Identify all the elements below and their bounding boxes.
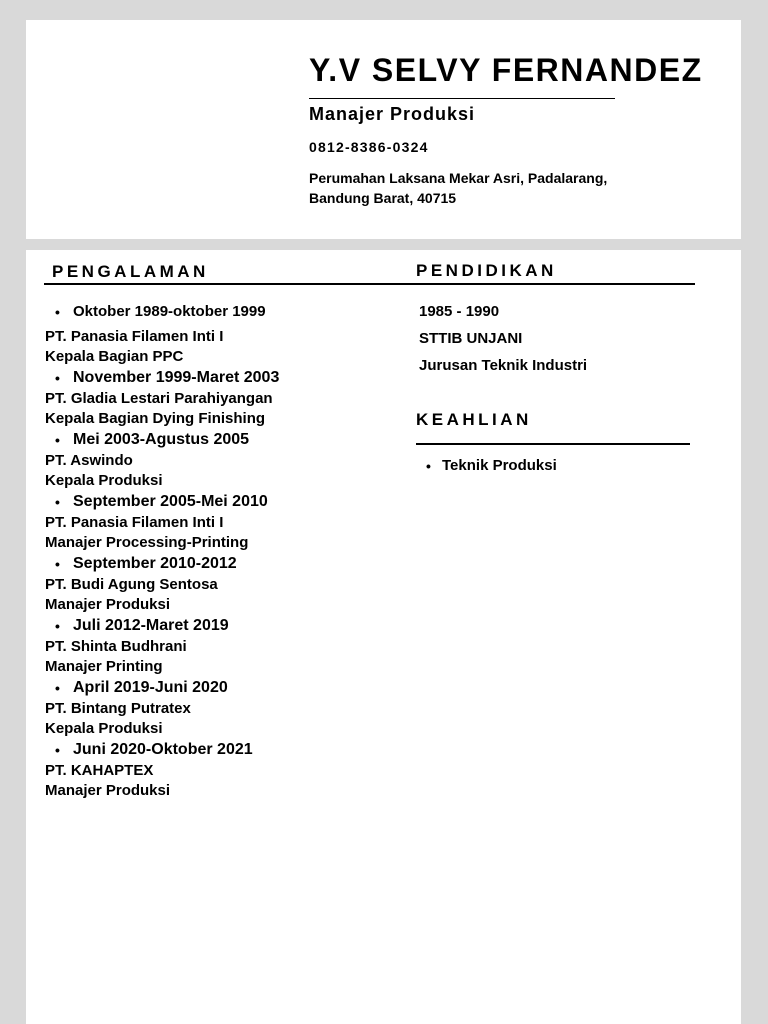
education-divider [409,283,695,285]
name-divider [309,98,615,99]
experience-company: PT. Shinta Budhrani [45,638,187,655]
experience-period: • September 2005-Mei 2010 [45,491,385,513]
experience-period: • September 2010-2012 [45,553,385,575]
education-heading: PENDIDIKAN [416,261,557,280]
experience-list [45,301,385,801]
education-school: STTIB UNJANI [419,330,523,347]
experience-heading: PENGALAMAN [52,262,209,281]
job-title: Manajer Produksi [309,104,476,124]
experience-company: PT. Budi Agung Sentosa [45,576,218,593]
experience-company: PT. Gladia Lestari Parahiyangan [45,390,273,407]
experience-position: Manajer Produksi [45,782,171,799]
experience-position: Kepala Bagian PPC [45,348,184,365]
experience-item [45,739,385,801]
experience-period: • Juli 2012-Maret 2019 [45,615,385,637]
experience-item [45,367,385,429]
bullet-icon: • [55,618,60,634]
education-major: Jurusan Teknik Industri [419,357,588,374]
experience-position: Manajer Processing-Printing [45,534,249,551]
experience-position: Manajer Printing [45,658,163,675]
bullet-icon: • [55,494,60,510]
bullet-icon: • [55,304,60,320]
address: Perumahan Laksana Mekar Asri, Padalarang, Bandung Barat, 40715 [309,170,608,206]
skills-divider [416,443,690,445]
bullet-icon: • [55,370,60,386]
bullet-icon: • [426,458,431,474]
skill-item: • Teknik Produksi [426,457,557,474]
experience-item [45,491,385,553]
bullet-icon: • [55,432,60,448]
experience-company: PT. Bintang Putratex [45,700,191,717]
experience-item [45,615,385,677]
skills-heading: KEAHLIAN [416,410,532,429]
experience-position: Kepala Produksi [45,472,163,489]
experience-item [45,429,385,491]
experience-period: • April 2019-Juni 2020 [45,677,385,699]
experience-company: PT. Panasia Filamen Inti I [45,328,224,345]
experience-company: PT. KAHAPTEX [45,762,154,779]
experience-item [45,553,385,615]
person-name: Y.V SELVY FERNANDEZ [309,52,703,88]
experience-period: • Oktober 1989-oktober 1999 [45,301,385,323]
experience-position: Kepala Produksi [45,720,163,737]
experience-period: • Mei 2003-Agustus 2005 [45,429,385,451]
experience-period: • November 1999-Maret 2003 [45,367,385,389]
experience-position: Kepala Bagian Dying Finishing [45,410,266,427]
experience-company: PT. Aswindo [45,452,133,469]
bullet-icon: • [55,742,60,758]
experience-item [45,301,385,367]
experience-item [45,677,385,739]
experience-company: PT. Panasia Filamen Inti I [45,514,224,531]
bullet-icon: • [55,680,60,696]
experience-period: • Juni 2020-Oktober 2021 [45,739,385,761]
education-years: 1985 - 1990 [419,303,500,320]
experience-divider [44,283,409,285]
bullet-icon: • [55,556,60,572]
experience-position: Manajer Produksi [45,596,171,613]
phone-number: 0812-8386-0324 [309,139,429,155]
